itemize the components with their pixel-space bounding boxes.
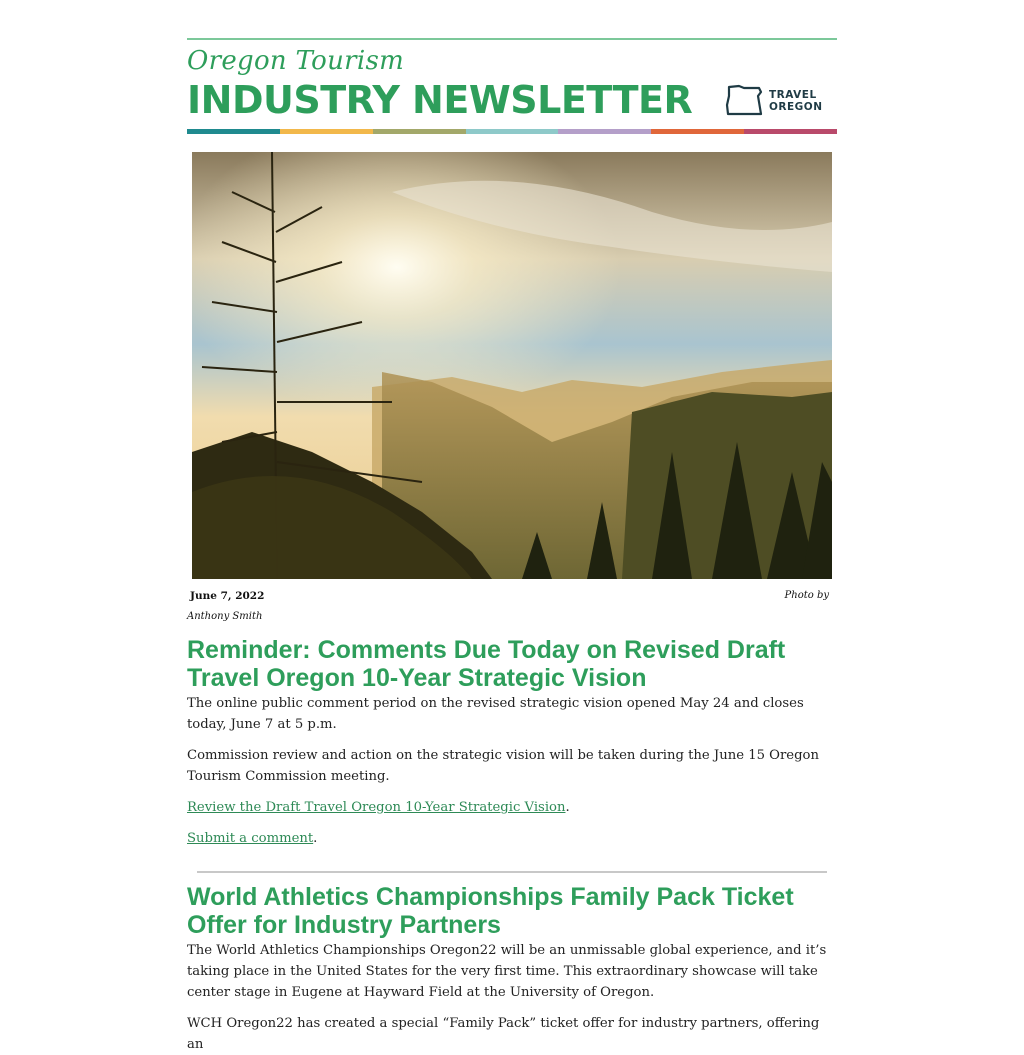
article-1-link-line-2: Submit a comment. — [187, 831, 318, 846]
newsletter-title: INDUSTRY NEWSLETTER — [187, 78, 693, 122]
stripe-segment — [187, 129, 280, 134]
logo-line-travel: TRAVEL — [769, 89, 817, 101]
photo-credit-label: Photo by — [784, 590, 829, 601]
color-stripe — [187, 129, 837, 134]
stripe-segment — [466, 129, 559, 134]
article-1-title: Reminder: Comments Due Today on Revised Draft Travel Oregon 10-Year Strategic Vision — [187, 636, 786, 692]
article-2-paragraph-1: The World Athletics Championships Oregon22 will be an unmissable global experience, and it’s taking place in the United States for the very first time. This extraordinary showcase will take center stage in Eugene at Hayward Field at the University of Oregon. — [187, 943, 827, 1000]
stripe-segment — [744, 129, 837, 134]
stripe-segment — [558, 129, 651, 134]
article-2-title: World Athletics Championships Family Pack Ticket Offer for Industry Partners — [187, 883, 794, 939]
issue-date: June 7, 2022 — [190, 590, 265, 602]
section-divider — [197, 871, 827, 873]
article-1-paragraph-2: Commission review and action on the strategic vision will be taken during the June 15 Oregon Tourism Commission meeting. — [187, 748, 819, 784]
review-draft-vision-link[interactable]: Review the Draft Travel Oregon 10-Year Strategic Vision — [187, 800, 566, 815]
oregon-state-icon — [725, 83, 765, 117]
stripe-segment — [651, 129, 744, 134]
stripe-segment — [373, 129, 466, 134]
brand-script-title: Oregon Tourism — [187, 46, 405, 76]
hero-photo — [192, 152, 832, 579]
photographer-name: Anthony Smith — [187, 611, 263, 622]
mountain-sunset-image — [192, 152, 832, 579]
top-rule — [187, 38, 837, 40]
logo-line-oregon: OREGON — [769, 101, 823, 113]
stripe-segment — [280, 129, 373, 134]
article-2-paragraph-2: WCH Oregon22 has created a special “Family Pack” ticket offer for industry partners, offering an — [187, 1016, 820, 1052]
article-1-paragraph-1: The online public comment period on the revised strategic vision opened May 24 and closes today, June 7 at 5 p.m. — [187, 696, 804, 732]
article-1-link-line-1: Review the Draft Travel Oregon 10-Year Strategic Vision. — [187, 800, 570, 815]
submit-comment-link[interactable]: Submit a comment — [187, 831, 314, 846]
travel-oregon-logo[interactable] — [725, 83, 825, 117]
